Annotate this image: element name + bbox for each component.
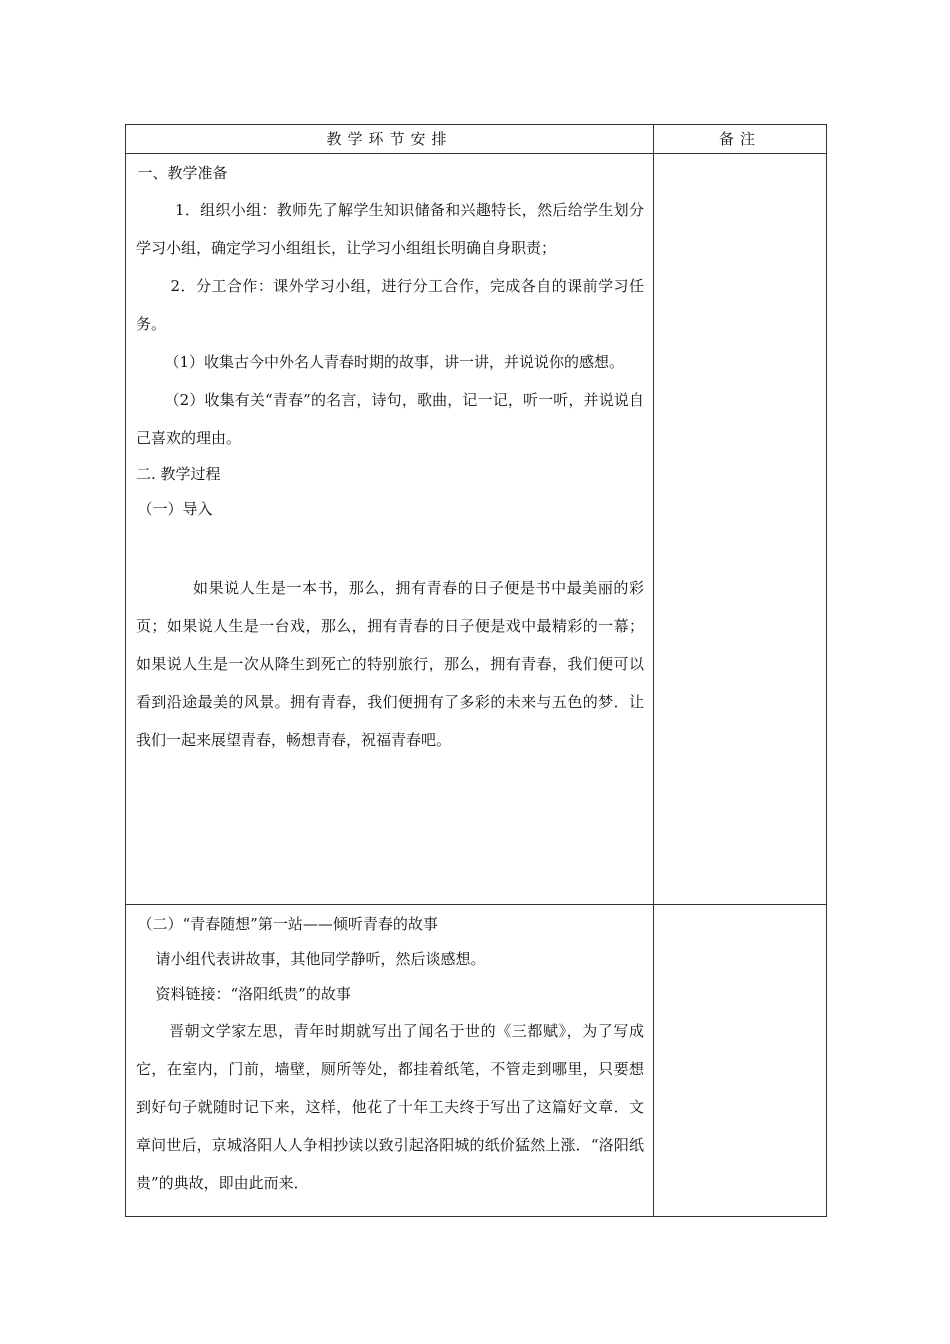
paragraph: 1．组织小组：教师先了解学生知识储备和兴趣特长，然后给学生划分学习小组，确定学习小组组长，让学习小组组长明确自身职责； bbox=[136, 201, 644, 257]
paragraph: （1）收集古今中外名人青春时期的故事，讲一讲，并说说你的感想。 bbox=[164, 353, 625, 371]
main-cell-2 bbox=[126, 905, 654, 1217]
paragraph: （2）收集有关“青春”的名言，诗句，歌曲，记一记，听一听，并说说自己喜欢的理由。 bbox=[136, 391, 644, 447]
section-heading: 一、教学准备 bbox=[137, 164, 228, 182]
note-cell-2 bbox=[654, 905, 827, 1217]
paragraph: 如果说人生是一本书，那么，拥有青春的日子便是书中最美丽的彩页；如果说人生是一台戏，那么，拥有青春的日子便是戏中最精彩的一幕；如果说人生是一次从降生到死亡的特别旅行，那么，拥有青春，我们便可以看到沿途最美的风景。拥有青春，我们便拥有了多彩的未来与五色的梦．让我们一起来展望青春，畅想青春，祝福青春吧。 bbox=[136, 579, 644, 749]
paragraph: 晋朝文学家左思，青年时期就写出了闻名于世的《三都赋》，为了写成它，在室内，门前，墙壁，厕所等处，都挂着纸笔，不管走到哪里，只要想到好句子就随时记下来，这样，他花了十年工夫终于写出了这篇好文章．文章问世后，京城洛阳人人争相抄读以致引起洛阳城的纸价猛然上涨．“洛阳纸贵”的典故，即由此而来． bbox=[136, 1022, 644, 1192]
header-main-cell: 教学环节安排 bbox=[126, 125, 654, 154]
lesson-plan-table bbox=[125, 124, 827, 1217]
main-cell-1 bbox=[126, 154, 654, 905]
paragraph: 资料链接：“洛阳纸贵”的故事 bbox=[155, 985, 351, 1003]
paragraph: 请小组代表讲故事，其他同学静听，然后谈感想。 bbox=[155, 950, 486, 968]
subsection-heading: （二）“青春随想”第一站——倾听青春的故事 bbox=[137, 915, 438, 933]
subsection-heading: （一）导入 bbox=[137, 500, 213, 518]
note-cell-1 bbox=[654, 154, 827, 905]
header-note-cell: 备注 bbox=[654, 125, 827, 154]
table-header-row bbox=[126, 125, 827, 154]
section-heading: 二. 教学过程 bbox=[136, 465, 221, 483]
paragraph: 2．分工合作：课外学习小组，进行分工合作，完成各自的课前学习任务。 bbox=[136, 277, 644, 333]
table-row bbox=[126, 154, 827, 905]
table-row bbox=[126, 905, 827, 1217]
